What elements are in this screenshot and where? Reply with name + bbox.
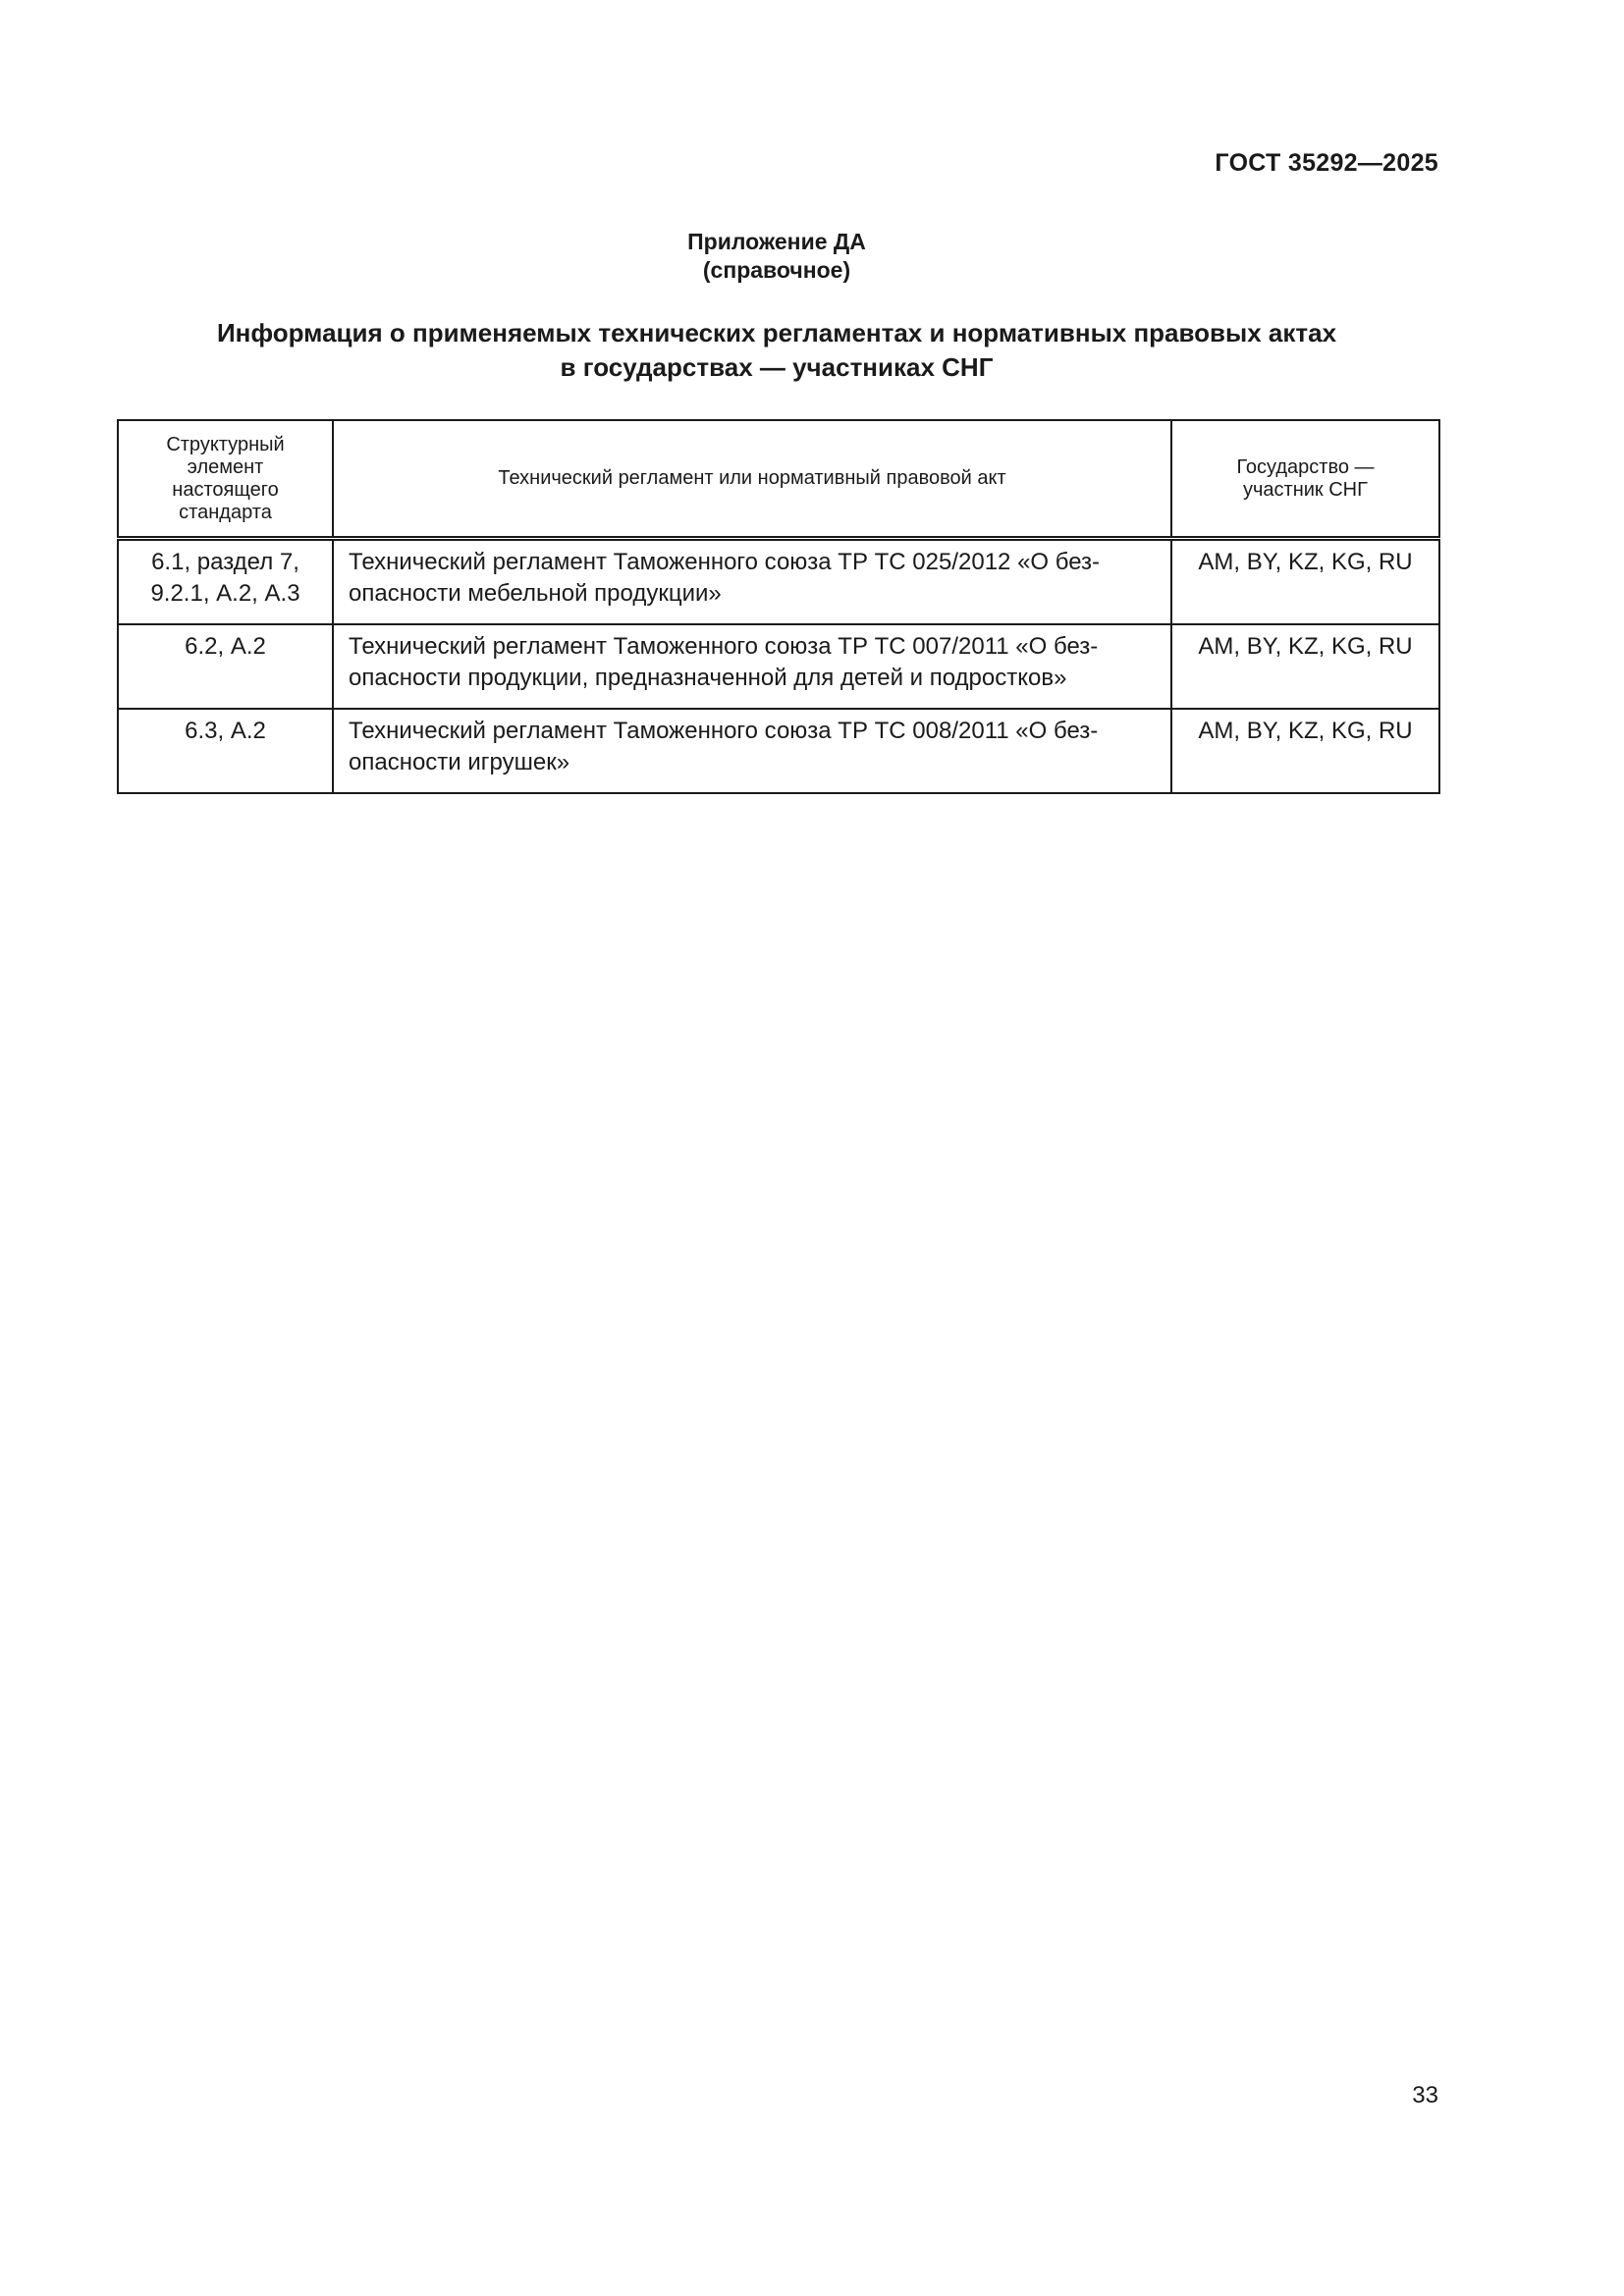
document-code: ГОСТ 35292—2025 bbox=[1215, 149, 1438, 177]
cell-states: AM, BY, KZ, KG, RU bbox=[1171, 539, 1439, 625]
cell-states: AM, BY, KZ, KG, RU bbox=[1171, 624, 1439, 709]
table-row bbox=[118, 709, 1439, 793]
annex-kind: (справочное) bbox=[702, 257, 851, 283]
cell-element: 6.1, раздел 7, 9.2.1, А.2, А.3 bbox=[118, 539, 333, 625]
title-line-1: Информация о применяемых технических регламентах и нормативных правовых актах bbox=[216, 318, 1337, 347]
table-row bbox=[118, 539, 1439, 625]
table-row bbox=[118, 624, 1439, 709]
page-number: 33 bbox=[1412, 2082, 1438, 2109]
cell-element: 6.2, А.2 bbox=[118, 624, 333, 709]
annex-heading bbox=[0, 228, 1553, 285]
cell-element: 6.3, А.2 bbox=[118, 709, 333, 793]
cell-states: AM, BY, KZ, KG, RU bbox=[1171, 709, 1439, 793]
document-title bbox=[0, 316, 1553, 385]
table-header-row bbox=[118, 420, 1439, 539]
header-structural-element: Структурный элемент настоящего стандарта bbox=[118, 420, 333, 539]
regulations-table bbox=[117, 419, 1440, 794]
title-line-2: в государствах — участниках СНГ bbox=[560, 352, 994, 382]
annex-title: Приложение ДА bbox=[687, 229, 866, 254]
cell-act: Технический регламент Таможенного союза ТР ТС 008/2011 «О без- опасности игрушек» bbox=[333, 709, 1171, 793]
cell-act: Технический регламент Таможенного союза ТР ТС 007/2011 «О без- опасности продукции, предназначенной для детей и подростков» bbox=[333, 624, 1171, 709]
cell-act: Технический регламент Таможенного союза ТР ТС 025/2012 «О без- опасности мебельной продукции» bbox=[333, 539, 1171, 625]
header-regulation-act: Технический регламент или нормативный правовой акт bbox=[333, 420, 1171, 539]
header-member-state: Государство — участник СНГ bbox=[1171, 420, 1439, 539]
